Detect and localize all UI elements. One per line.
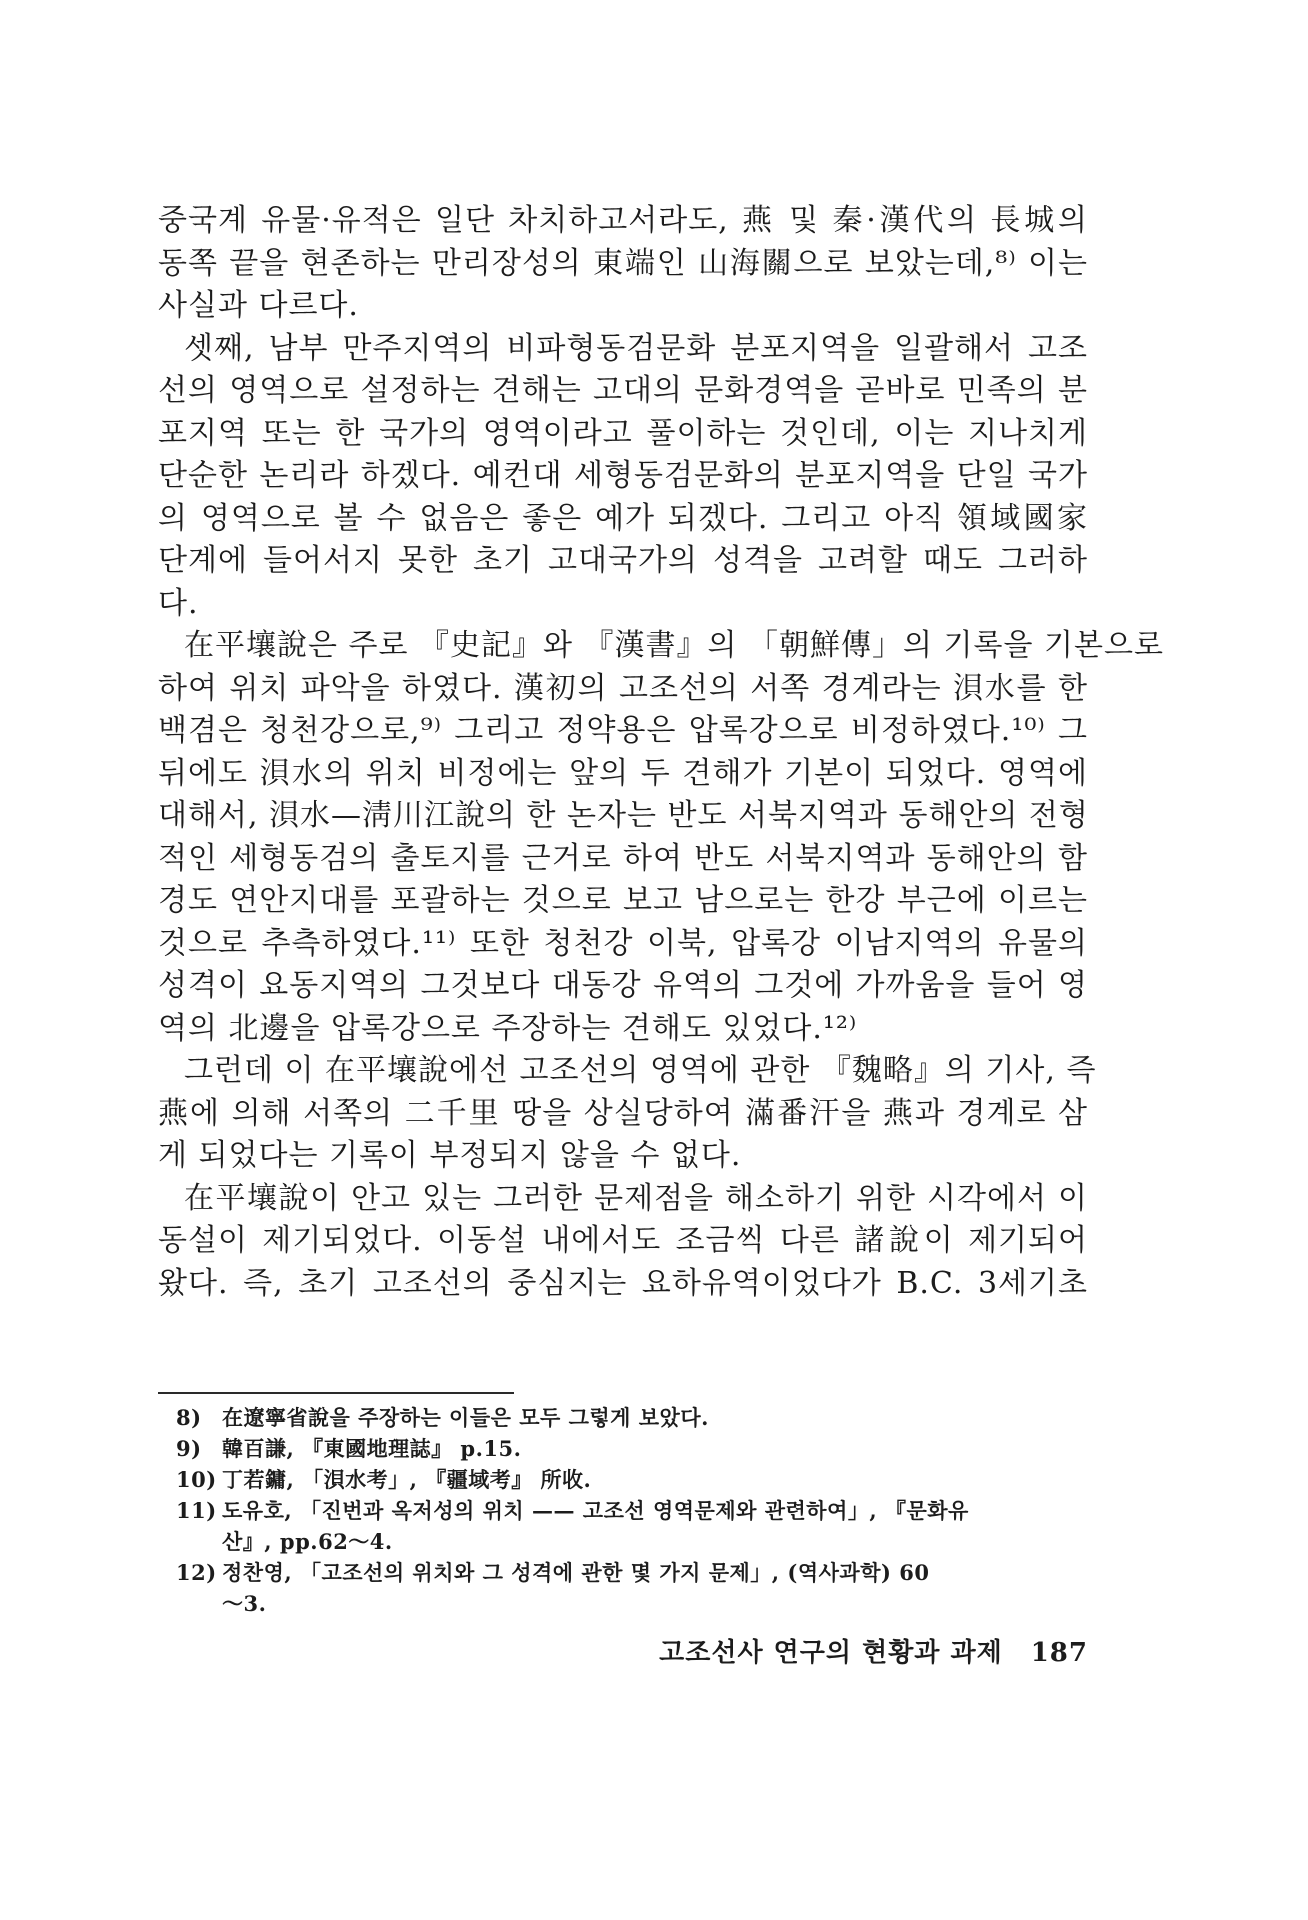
text-line: 단순한 논리라 하겠다. 예컨대 세형동검문화의 분포지역을 단일 국가 (158, 458, 1088, 493)
text-line: 다. (158, 585, 199, 621)
paragraph-start-line: 在平壤說은 주로 『史記』와 『漢書』의 「朝鮮傳」의 기록을 기본으로 (184, 628, 1164, 663)
text-line: 사실과 다르다. (158, 288, 359, 323)
footnote-text: 韓百謙, 『東國地理誌』 p.15. (222, 1436, 522, 1461)
text-line: 게 되었다는 기록이 부정되지 않을 수 없다. (158, 1138, 742, 1173)
footnote-number: 10) (176, 1467, 217, 1492)
text-line: 포지역 또는 한 국가의 영역이라고 풀이하는 것인데, 이는 지나치게 (158, 415, 1088, 451)
paragraph-start-line: 그런데 이 在平壤說에선 고조선의 영역에 관한 『魏略』의 기사, 즉 (184, 1053, 1097, 1088)
footnote-number: 8) (176, 1405, 202, 1430)
footnote-number: 11) (176, 1498, 217, 1523)
text-line: 성격이 요동지역의 그것보다 대동강 유역의 그것에 가까움을 들어 영 (158, 968, 1088, 1003)
footnote (176, 1557, 1088, 1588)
text-line: 동설이 제기되었다. 이동설 내에서도 조금씩 다른 諸說이 제기되어 (158, 1223, 1088, 1258)
text-line: 중국계 유물·유적은 일단 차치하고서라도, 燕 및 秦·漢代의 長城의 (158, 203, 1088, 238)
text-line: 적인 세형동검의 출토지를 근거로 하여 반도 서북지역과 동해안의 함 (158, 840, 1088, 876)
text-line: 왔다. 즉, 초기 고조선의 중심지는 요하유역이었다가 B.C. 3세기초 (158, 1265, 1088, 1301)
text-line: 燕에 의해 서쪽의 二千里 땅을 상실당하여 滿番汗을 燕과 경계로 삼 (158, 1095, 1088, 1131)
footnote-continuation: 산』, pp.62〜4. (222, 1529, 393, 1554)
text-line: 의 영역으로 볼 수 없음은 좋은 예가 되겠다. 그리고 아직 領域國家 (158, 500, 1088, 536)
footnote (176, 1433, 1088, 1464)
text-line: 것으로 추측하였다.¹¹⁾ 또한 청천강 이북, 압록강 이남지역의 유물의 (158, 925, 1088, 961)
text-line: 백겸은 청천강으로,⁹⁾ 그리고 정약용은 압록강으로 비정하였다.¹⁰⁾ 그 (158, 713, 1088, 748)
running-title: 고조선사 연구의 현황과 과제 (659, 1638, 1003, 1668)
footnote-text: 정찬영, 「고조선의 위치와 그 성격에 관한 몇 가지 문제」, (역사과학) 60 (222, 1560, 930, 1585)
text-line: 선의 영역으로 설정하는 견해는 고대의 문화경역을 곧바로 민족의 분 (158, 373, 1088, 408)
footnote-text: 丁若鏞, 「浿水考」, 『疆域考』 所收. (222, 1467, 592, 1492)
text-line: 뒤에도 浿水의 위치 비정에는 앞의 두 견해가 기본이 되었다. 영역에 (158, 755, 1088, 791)
text-line: 하여 위치 파악을 하였다. 漢初의 고조선의 서쪽 경계라는 浿水를 한 (158, 670, 1088, 706)
paragraph-start-line: 셋째, 남부 만주지역의 비파형동검문화 분포지역을 일괄해서 고조 (184, 330, 1088, 366)
text-line: 동쪽 끝을 현존하는 만리장성의 東端인 山海關으로 보았는데,⁸⁾ 이는 (158, 245, 1088, 281)
page-number: 187 (1030, 1638, 1088, 1668)
footnote-text: 도유호, 「진번과 옥저성의 위치 —— 고조선 영역문제와 관련하여」, 『문화유 (222, 1498, 969, 1523)
text-line: 경도 연안지대를 포괄하는 것으로 보고 남으로는 한강 부근에 이르는 (158, 883, 1088, 918)
footnote-separator (158, 1392, 514, 1394)
text-line: 역의 北邊을 압록강으로 주장하는 견해도 있었다.¹²⁾ (158, 1010, 858, 1046)
text-line: 대해서, 浿水—淸川江說의 한 논자는 반도 서북지역과 동해안의 전형 (158, 798, 1089, 833)
paragraph-start-line: 在平壤說이 안고 있는 그러한 문제점을 해소하기 위한 시각에서 이 (184, 1180, 1088, 1216)
text-line: 단계에 들어서지 못한 초기 고대국가의 성격을 고려할 때도 그러하 (158, 543, 1088, 578)
footnote-number: 12) (176, 1560, 217, 1585)
footnote (176, 1495, 1088, 1526)
footnote-number: 9) (176, 1436, 202, 1461)
footnote-text: 在遼寧省說을 주장하는 이들은 모두 그렇게 보았다. (222, 1405, 709, 1430)
footnote (176, 1402, 1088, 1433)
footnote (176, 1464, 1088, 1495)
footnote-continuation: 〜3. (222, 1591, 267, 1616)
running-footer (659, 1632, 1088, 1669)
main-text-block (158, 200, 1164, 1305)
footnotes (176, 1402, 1088, 1619)
